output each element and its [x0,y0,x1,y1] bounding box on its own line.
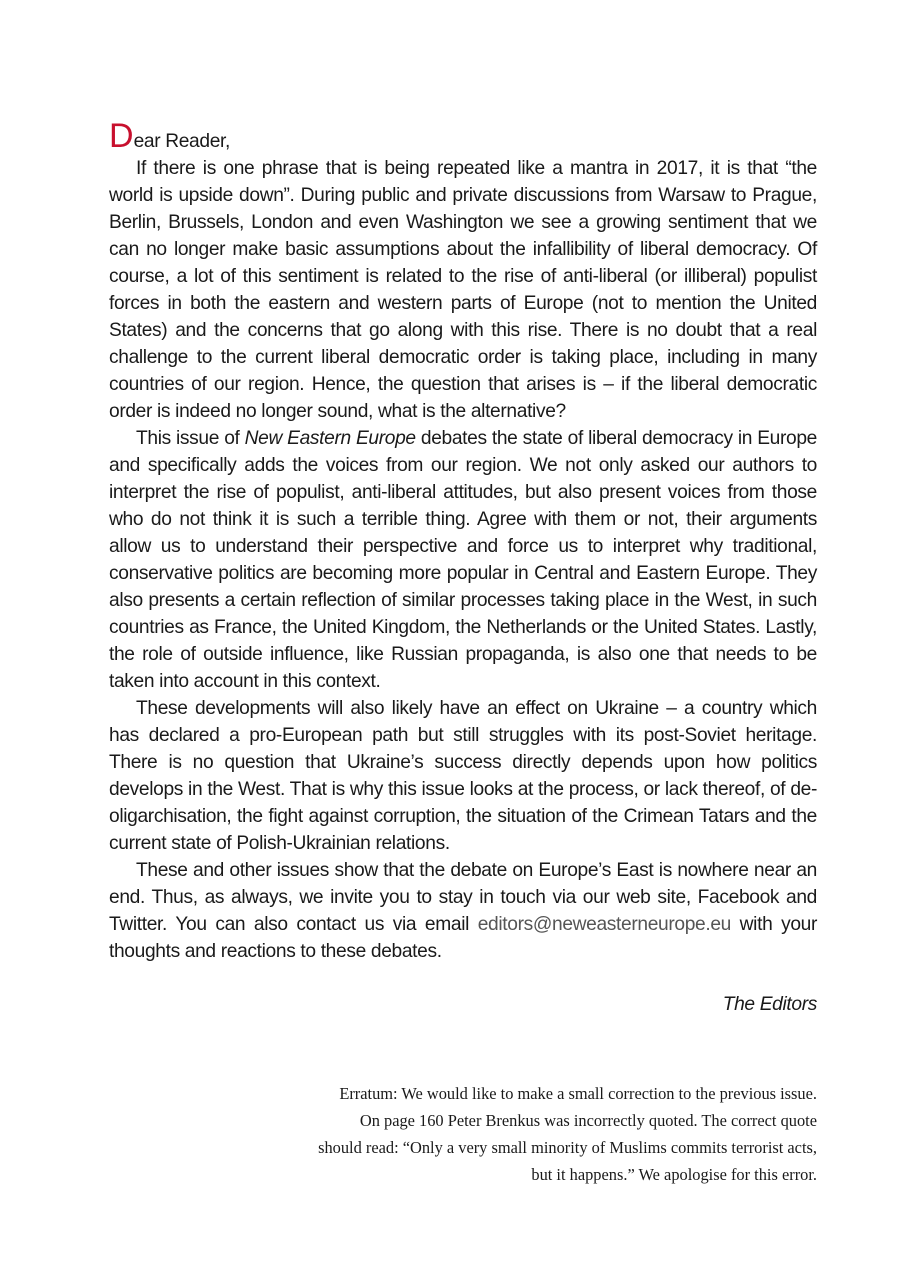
signature: The Editors [722,994,817,1015]
paragraph-3: These developments will also likely have an effect on Ukraine – a country which has declared a pro-European path but still struggles with its post-Soviet heritage. There is no question that Ukraine’s success directly depends upon how politics develops in the West. That is why this issue looks at the process, or lack thereof, of de-oligarchisation, the fight against corruption, the situation of the Crimean Tatars and the current state of Polish-Ukrainian relations. [109,698,817,854]
paragraph-2-lead: This issue of [136,428,245,449]
drop-cap: D [109,117,134,155]
paragraph-4 [109,857,817,965]
paragraph-2 [109,425,817,695]
paragraph-2-body: debates the state of liberal democracy in Europe and specifically adds the voices from our region. We not only asked our authors to interpret the rise of populist, anti-liberal attitudes, but also present voices from those who do not think it is such a terrible thing. Agree with them or not, their arguments allow us to understand their perspective and force us to interpret why traditional, conservative politics are becoming more popular in Central and Eastern Europe. They also presents a certain reflection of similar processes taking place in the West, in such countries as France, the United Kingdom, the Netherlands or the United States. Lastly, the role of outside influence, like Russian propaganda, is also one that needs to be taken into account in this context. [109,428,818,692]
salutation [109,117,817,155]
paragraph-4-tail: with your thoughts and reactions to these debates. [109,914,818,962]
salutation-text: ear Reader, [133,131,230,152]
magazine-title: New Eastern Europe [244,428,416,449]
erratum-note: Erratum: We would like to make a small correction to the previous issue. On page 160 Peter Brenkus was incorrectly quoted. The correct quote should read: “Only a very small minority of Muslims commits terrorist acts, but it happens.” We apologise for this error. [318,1084,817,1184]
paragraph-4-lead: These and other issues show that the debate on Europe’s East is nowhere near an end. Thus, as always, we invite you to stay in touch via our web site, Facebook and Twitter. You can also contact us via email [109,860,817,935]
paragraph-1: If there is one phrase that is being repeated like a mantra in 2017, it is that “the world is upside down”. During public and private discussions from Warsaw to Prague, Berlin, Brussels, London and even Washington we see a growing sentiment that we can no longer make basic assumptions about the infallibility of liberal democracy. Of course, a lot of this sentiment is related to the rise of anti-liberal (or illiberal) populist forces in both the eastern and western parts of Europe (not to mention the United States) and the concerns that go along with this rise. There is no doubt that a real challenge to the current liberal democratic order is taking place, including in many countries of our region. Hence, the question that arises is – if the liberal democratic order is indeed no longer sound, what is the alternative? [109,158,817,422]
email-link[interactable]: editors@neweasterneurope.eu [477,914,731,935]
editorial-letter [109,117,818,1018]
